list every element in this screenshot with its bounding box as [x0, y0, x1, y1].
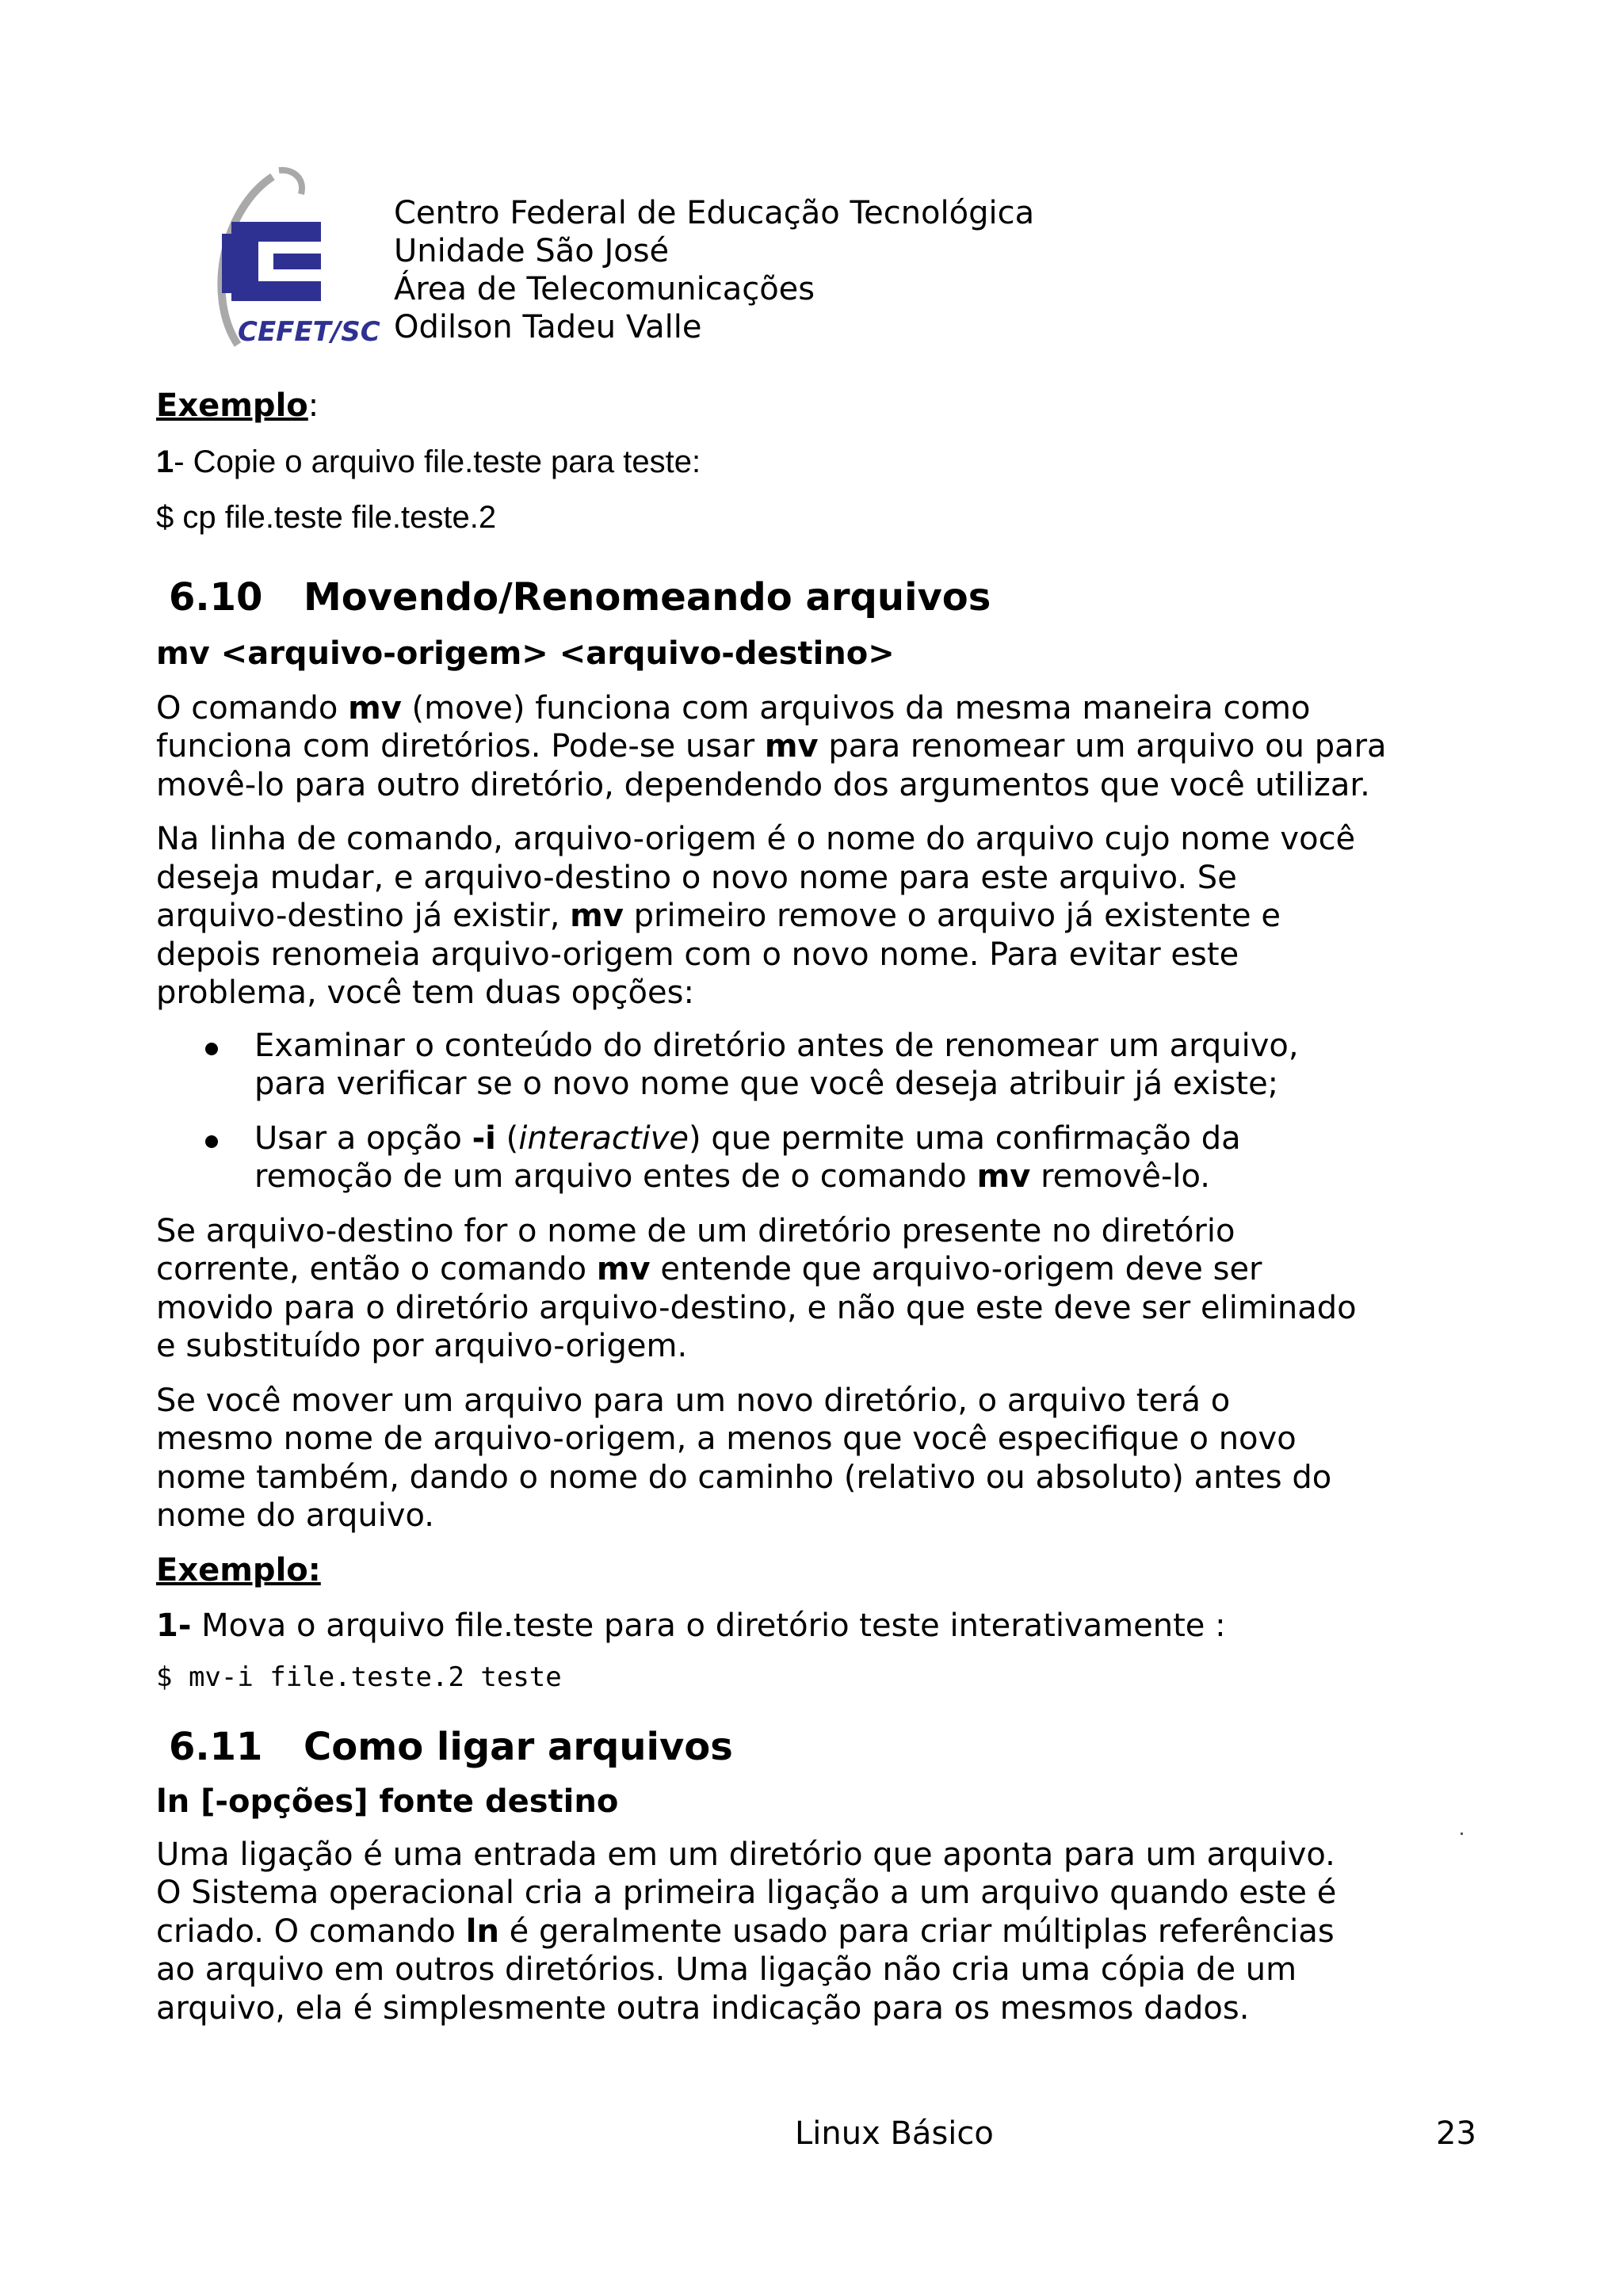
command-syntax: mv <arquivo-origem> <arquivo-destino> [156, 635, 895, 672]
paragraph [156, 820, 1478, 1013]
example-label: Exemplo: [156, 1551, 321, 1589]
bullet-item: Examinar o conteúdo do diretório antes de renomear um arquivo, para verificar se o novo nome que você deseja atribuir já existe; [156, 1027, 1478, 1104]
institution-line: Odilson Tadeu Valle [394, 309, 702, 345]
paragraph-line: criado. O comando ln é geralmente usado para criar múltiplas referências [156, 1913, 1335, 1950]
bullet-icon [205, 1135, 218, 1148]
section-heading: 6.10 Movendo/Renomeando arquivos [169, 574, 991, 620]
paragraph-line: deseja mudar, e arquivo-destino o novo nome para este arquivo. Se [156, 859, 1237, 896]
example-label: Exemplo: [156, 387, 319, 424]
page-number: 23 [1436, 2115, 1476, 2152]
section-heading: 6.11 Como ligar arquivos [169, 1724, 733, 1769]
paragraph-line: movido para o diretório arquivo-destino, e não que este deve ser eliminado [156, 1289, 1357, 1326]
paragraph-line: depois renomeia arquivo-origem com o novo nome. Para evitar este [156, 936, 1239, 973]
paragraph-line: corrente, então o comando mv entende que arquivo-origem deve ser [156, 1251, 1262, 1287]
paragraph: Se você mover um arquivo para um novo diretório, o arquivo terá o mesmo nome de arquivo-origem, a menos que você especifique o novo nome também, dando o nome do caminho (relativo ou absoluto) antes do nome do arquivo. [156, 1382, 1332, 1534]
paragraph-line: Se arquivo-destino for o nome de um diretório presente no diretório [156, 1212, 1235, 1249]
example-command: $ cp file.teste file.teste.2 [156, 500, 497, 535]
paragraph-line: movê-lo para outro diretório, dependendo dos argumentos que você utilizar. [156, 766, 1370, 803]
page-content [156, 380, 1478, 2027]
institution-line: Área de Telecomunicações [394, 271, 815, 307]
paragraph-line: arquivo, ela é simplesmente outra indicação para os mesmos dados. [156, 1989, 1250, 2027]
institution-line: Centro Federal de Educação Tecnológica [394, 195, 1035, 231]
paragraph-line: O comando mv (move) funciona com arquivos da mesma maneira como [156, 689, 1311, 727]
paragraph-line: funciona com diretórios. Pode-se usar mv para renomear um arquivo ou para [156, 728, 1387, 765]
paragraph-line: arquivo-destino já existir, mv primeiro remove o arquivo já existente e [156, 898, 1281, 934]
example-command: $ mv-i file.teste.2 teste [156, 1661, 562, 1693]
paragraph [156, 1212, 1478, 1366]
institution-header [394, 194, 1034, 346]
bullet-item: Usar a opção -i (interactive) que permite uma confirmação da remoção de um arquivo entes de o comando mv removê-lo. [156, 1119, 1478, 1196]
paragraph-line: Uma ligação é uma entrada em um diretório que aponta para um arquivo. [156, 1836, 1335, 1873]
institution-line: Unidade São José [394, 233, 670, 269]
cefet-sc-logo [190, 162, 380, 353]
bullet-icon [205, 1043, 218, 1055]
example-step: 1- Copie o arquivo file.teste para teste: [156, 444, 701, 479]
footer-title: Linux Básico [795, 2115, 994, 2152]
paragraph-line: Na linha de comando, arquivo-origem é o nome do arquivo cujo nome você [156, 821, 1356, 857]
example-step: 1- Mova o arquivo file.teste para o diretório teste interativamente : [156, 1608, 1226, 1644]
paragraph-line: O Sistema operacional cria a primeira ligação a um arquivo quando este é [156, 1875, 1337, 1911]
paragraph [156, 689, 1478, 805]
paragraph-line: problema, você tem duas opções: [156, 974, 694, 1011]
logo-text: CEFET/SC [238, 316, 380, 348]
bullet-list [156, 1027, 1478, 1196]
paragraph-line: e substituído por arquivo-origem. [156, 1328, 688, 1364]
paragraph [156, 1836, 1478, 2028]
command-syntax: ln [-opções] fonte destino [156, 1783, 619, 1820]
stray-mark [1461, 1833, 1463, 1835]
paragraph-line: ao arquivo em outros diretórios. Uma ligação não cria uma cópia de um [156, 1951, 1297, 1988]
